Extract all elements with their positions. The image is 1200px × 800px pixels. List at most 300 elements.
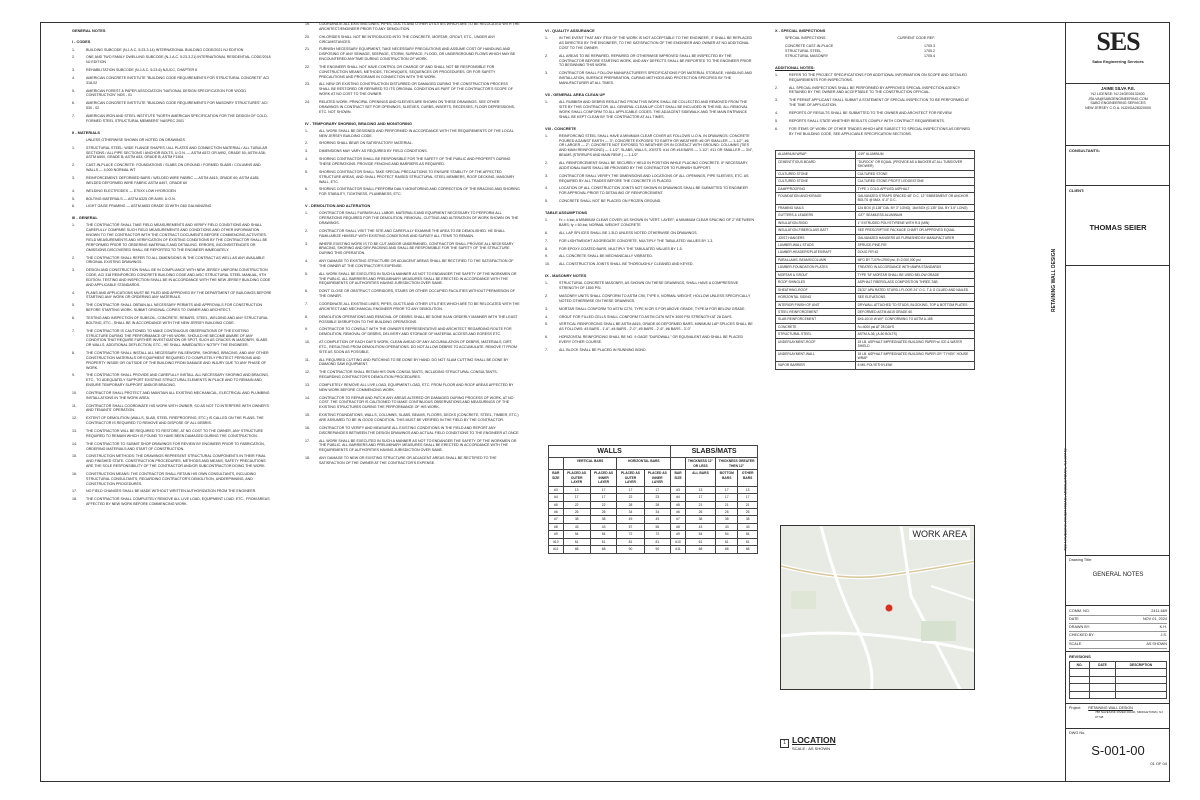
note-number: 13.	[72, 429, 77, 433]
note-item	[545, 161, 755, 171]
note-text: WHERE EXISTING WORK IS TO BE CUT AND/OR UNDERMINED, CONTRACTOR SHALL PROVIDE ALL NECESSARY BRACING, SHORING AND DRY-PACKING AND SHALL BE RESPONSIBLE FOR THE SAFETY OF THE STRUCTURE DURING THIS OPERATION.	[319, 241, 514, 256]
note-item	[775, 73, 975, 83]
note-number: 6.	[545, 230, 548, 235]
note-number: 5.	[775, 118, 778, 123]
revision-cell	[1090, 669, 1116, 676]
note-item	[72, 303, 272, 313]
note-item	[72, 114, 272, 124]
note-item	[72, 89, 272, 99]
table-cell: 21	[716, 501, 738, 508]
material-spec: 15 LB. ASPHALT IMPREGNATED BUILDING PAPER w/ ICE & WATER SHIELD	[855, 338, 974, 350]
note-number: 2.	[305, 228, 308, 233]
material-spec: CULTURED STONE PROFIT LEDGESTONE	[855, 178, 974, 185]
note-text: CONTRACTOR SHALL PROTECT AND MAINTAIN ALL EXISTING MECHANICAL, ELECTRICAL AND PLUMBING INSTALLATIONS IN THE WORK AREA.	[86, 390, 270, 400]
note-number: 13.	[305, 382, 310, 387]
material-name: PARALLAMS, BEAMS/COLUMN	[776, 256, 856, 263]
table-cell: 49	[617, 516, 644, 523]
material-name: JOIST HANGERS	[776, 234, 856, 241]
consultants-label: CONSULTANTS:	[1069, 148, 1100, 153]
table-subheader: BAR SIZE	[549, 470, 564, 486]
note-item	[305, 82, 520, 97]
note-text: PLANS AND APPLICATIONS MUST BE FILED AND APPROVED BY THE DEPARTMENT OF BUILDINGS BEFORE STARTING ANY WORK OR ORDERING ANY MATERIALS.	[86, 290, 272, 300]
table-row	[549, 523, 758, 530]
note-item	[72, 268, 272, 287]
note-number: 4.	[545, 186, 548, 191]
note-number: 9.	[72, 373, 75, 378]
note-text: REINFORCING STEEL SHALL HAVE A MINIMUM CLEAR COVER AS FOLLOWS U.O.N. IN DRAWINGS: CONCRETE POURED AGAINST EARTH — 3"; CONCRETE EXPOSED TO EARTH OR WEATHER: #6 OR SMALLER — 1-1/2", #6 OR LARGER — 2"; CONCRETE NOT EXPOSED TO WEATHER OR IN CONTACT WITH GROUND: COLUMNS (TIES AND MAIN REINFORCING) — 1-1/2", SLABS, WALLS, JOISTS: #14 OR #18 BARS — 1-1/2", #11 OR SMALLER — 3/4", BEAMS (STIRRUPS AND MAIN RENF.) — 1-1/2"	[559, 133, 754, 158]
material-name: LUMBER-WALL STUDS	[776, 242, 856, 249]
material-row	[776, 286, 975, 293]
note-item	[72, 442, 272, 452]
table-cell: 22	[617, 494, 644, 501]
note-item	[72, 101, 272, 111]
table-subheader: ALL BARS	[685, 470, 715, 486]
material-name: LUMBER-FOUNDATION PLATES	[776, 264, 856, 271]
note-text: REPORTS OF RESULTS SHALL BE SUBMITTED TO THE OWNER AND ARCHITECT FOR REVIEW.	[789, 110, 953, 115]
table-cell: 61	[563, 538, 590, 545]
note-item	[545, 239, 755, 244]
note-number: 3.	[545, 173, 548, 178]
table-cell: 54	[563, 531, 590, 538]
material-row	[776, 170, 975, 177]
location-scale: SCALE : AS SHOWN	[792, 746, 831, 752]
note-text: CHLORIDES SHALL NOT BE INTRODUCED INTO THE CONCRETE, MORTAR, GROUT, ETC., UNDER ANY CIRCUMSTANCES.	[319, 34, 496, 44]
section-heading: VIII - CONCRETE	[545, 125, 577, 131]
material-name: INSULATION-FIBERGLASS BATT	[776, 227, 856, 234]
table-subheader: PLACED AS INNER LAYER	[644, 470, 671, 486]
note-item	[72, 197, 272, 202]
table-cell: #4	[549, 494, 564, 501]
note-item	[775, 86, 975, 96]
revision-cell	[1090, 691, 1116, 698]
table-cell: 23	[644, 494, 671, 501]
table-cell: 81	[644, 538, 671, 545]
note-item	[775, 111, 975, 116]
note-text: DON'T CLOSE OR OBSTRUCT CORRIDORS, STAIRS OR OTHER OCCUPIED FACILITIES WITHOUT PERMISSION OF THE OWNER.	[319, 289, 515, 299]
material-name: FRAMING NAILS	[776, 204, 856, 211]
material-row	[776, 264, 975, 271]
material-spec: 1" EXTRUDED POLYSTYRENE WITH R-5 (MIN)	[855, 219, 974, 226]
note-item	[305, 315, 520, 325]
material-spec: TREATED IN ACCORDANCE WITH AWPA STANDARDS	[855, 264, 974, 271]
note-text: VERTICAL REINFORCING SHALL BE ASTM A615, GRADE 60 DEFORMED BARS. MINIMUM LAP SPLICES SHALL BE AS FOLLOWS: #3 BARS - 1'-6", #4 BARS - 2'-0", #5 BARS - 2'-6", #6 BARS - 3'-0"	[559, 322, 753, 332]
note-number: 18.	[305, 456, 310, 461]
note-text: FURNISH NECESSARY EQUIPMENT, TAKE NECESSARY PRECAUTIONS AND ASSUME COST OF HANDLING AND DISPOSING OF ANY SEWAGE, SEEPAGE, STORM, SURFACE, FLOOD, OR UNDERGROUND FLOWS WHICH MAY BE ENCOUNTERED ANYTIME DURING CONSTRUCTION OF WORK.	[319, 47, 516, 62]
material-name: STRUCTURAL STEEL	[776, 331, 856, 338]
note-text: CONSTRUCTION METHODS: THE DRAWINGS REPRESENT STRUCTURAL COMPONENTS IN THEIR FINAL AND FINISHED STATE. CONSTRUCTION PROCEDURES, METHODS AND MEANS, SAFETY PRECAUTIONS ARE THE SOLE RESPONSIBILITY OF THE CONTRACTOR AND/OR SUBCONTRACTOR DOING THE WORK.	[86, 454, 266, 469]
note-number: 1.	[72, 47, 75, 52]
table-cell: #5	[671, 501, 686, 508]
table-cell: 38	[590, 516, 617, 523]
table-cell: 26	[716, 508, 738, 515]
material-spec: 6 MIL POLYETHYLENE	[855, 362, 974, 369]
company-logo: SES	[1096, 27, 1140, 56]
material-row	[776, 204, 975, 211]
note-number: 4.	[775, 110, 778, 115]
note-number: 7.	[72, 328, 75, 333]
material-row	[776, 362, 975, 369]
note-number: 2.	[775, 85, 778, 90]
note-number: 19.	[305, 22, 310, 26]
note-number: 6.	[545, 335, 548, 340]
table-row	[549, 486, 758, 493]
note-text: FOR LIGHTWEIGHT AGGREGATE CONCRETE, MULTIPLY THE TABULATED VALUES BY 1.3.	[559, 238, 714, 243]
material-name: UNDERLAYMENT-ROOF	[776, 338, 856, 350]
blank-block	[1066, 266, 1170, 556]
note-number: 6.	[72, 315, 75, 320]
table-cell: #9	[549, 531, 564, 538]
revision-row	[1070, 684, 1167, 691]
revision-cell	[1070, 691, 1090, 698]
note-number: 6.	[305, 289, 308, 294]
horizontal-bars-head: HORIZONTAL BARS	[617, 458, 671, 470]
dwg-number: S-001-00	[1091, 742, 1145, 758]
note-number: 3.	[72, 68, 75, 73]
material-row	[776, 338, 975, 350]
note-item	[72, 204, 272, 209]
note-item	[305, 358, 520, 368]
note-number: 3.	[545, 306, 548, 311]
material-spec: "DUROCK" OR EQUAL (PROVIDE AS A BACKER AT ALL TUBS/OVER SHOWER)	[855, 158, 974, 170]
note-number: 23.	[305, 82, 310, 87]
note-number: 1.	[545, 36, 548, 41]
table-cell: 38	[738, 516, 758, 523]
note-number: 10.	[72, 390, 77, 395]
note-item	[305, 129, 520, 139]
note-item	[545, 335, 755, 345]
note-text: ALL BLOCK SHALL BE PLACED IN RUNNING BOND.	[559, 347, 647, 352]
note-text: EXTENT OF DEMOLITION (WALLS, SLAB, STEEL FIREPROOFING, ETC.) IS CALLED ON THE PLANS. THE CONTRACTOR IS REQUIRED TO REMOVE AND DISPOSE OF ALL DEBRIS.	[86, 416, 264, 426]
table-cell: #7	[671, 516, 686, 523]
material-row	[776, 279, 975, 286]
note-item	[72, 404, 272, 414]
company-name: Sabo Engineering Services	[1092, 59, 1144, 65]
table-subheader: BOTTOM BARS	[716, 470, 738, 486]
note-item	[305, 35, 520, 45]
note-item	[545, 254, 755, 259]
table-cell: 72	[644, 531, 671, 538]
note-item	[305, 370, 520, 380]
note-number: 2.	[545, 53, 548, 58]
note-item	[305, 272, 520, 287]
table-cell: 43	[563, 523, 590, 530]
note-text: ALL RUBBISH AND DEBRIS RESULTING FROM THIS WORK SHALL BE COLLECTED AND REMOVED FROM THE SITE BY THIS CONTRACTOR. ALL GENERAL CLEAN-UP COST SHALL BE INCLUDED IN THE BID. ALL REMOVAL WORK SHALL CONFORM TO ALL APPLICABLE CODES. THE ADJACENT SIDEWALK AND THE MAIN ENTRANCE SHALL BE KEPT CLEAN BY THE CONTRACTOR AT ALL TIMES.	[559, 100, 748, 119]
note-item	[305, 211, 520, 226]
note-text: BUILDING SUBCODE (N.J.A.C. 5:23-3.14) INTERNATIONAL BUILDING CODE/2021 NJ EDITION	[86, 47, 244, 52]
revision-cell	[1070, 684, 1090, 691]
material-row	[776, 151, 975, 158]
material-spec: CULTURED STONE	[855, 170, 974, 177]
table-cell: 54	[716, 531, 738, 538]
section-heading: VII - GENERAL AREA CLEAN UP	[545, 91, 605, 97]
note-item	[545, 36, 755, 51]
table-cell: 17	[716, 486, 738, 493]
note-number: 3.	[72, 268, 75, 273]
note-number: 15.	[305, 413, 310, 418]
material-spec: 23/32" APA RATED STURD-I-FLOOR 24" O.C. T & G GLUED AND NAILED	[855, 286, 974, 293]
material-spec: .027" SEAMLESS ALUMINUM	[855, 212, 974, 219]
note-number: 18.	[72, 497, 77, 502]
table-cell: 81	[617, 538, 644, 545]
work-area-marker	[886, 605, 893, 612]
note-text: DESIGN AND CONSTRUCTION SHALL BE IN COMPLIANCE WITH NEW JERSEY UNIFORM CONSTRUCTION CODE, ACI 318 REINFORCED CONCRETE BUILDING CODE AND AISC STRUCTURAL STEEL MANUAL, 9TH EDITION. TESTING AND INSPECTION SHALL BE IN ACCORDANCE WITH THE NEW JERSEY BUILDING CODE AND APPLICABLE STANDARDS.	[86, 268, 271, 287]
note-item	[305, 340, 520, 355]
materials-table	[775, 150, 975, 370]
table-row	[549, 546, 758, 553]
material-spec: SPRUCE-PINE-FIR	[855, 242, 974, 249]
material-spec: 12d BOX (0.128" DIA. BY 3" LONG), 16d BOX (0.135" DIA. BY 3.5" LONG)	[855, 204, 974, 211]
lap-splice-tables	[548, 445, 758, 554]
note-number: 3.	[305, 241, 308, 246]
revision-cell	[1070, 676, 1090, 683]
note-text: ALL WORK SHALL BE EXECUTED IN SUCH A MANNER AS NOT TO ENDANGER THE SAFETY OF THE WORKMEN OR THE PUBLIC. ALL BARRIERS AND PRELIMINARY MEASURES SHALL BE ERECTED IN ACCORDANCE WITH THE REQUIREMENTS OF AUTHORITIES HAVING JURISDICTION OVER SAME.	[319, 438, 517, 453]
material-spec: ASTM A-36, (A-50 BOLTS)	[855, 331, 974, 338]
table-cell: #8	[671, 523, 686, 530]
table-cell: 13	[738, 486, 758, 493]
material-row	[776, 331, 975, 338]
note-number: 5.	[545, 199, 548, 204]
note-number: 4.	[545, 314, 548, 319]
work-area-map	[780, 525, 975, 690]
note-item	[545, 322, 755, 332]
note-number: 6.	[72, 204, 75, 209]
note-item	[72, 163, 272, 173]
note-number: 1.	[545, 133, 548, 138]
note-number: 2.	[545, 294, 548, 299]
additional-notes	[775, 73, 975, 136]
note-text: ALL REINFORCEMENT SHALL BE SECURELY HELD IN POSITION WHILE PLACING CONCRETE. IF NECESSARY, ADDITIONAL BARS SHALL BE PROVIDED BY THE CONTRACTOR TO FURNISH SUPPORT.	[559, 160, 749, 170]
material-row	[776, 249, 975, 256]
revision-col: NO.	[1070, 662, 1090, 669]
note-number: 5.	[545, 322, 548, 327]
note-item	[775, 127, 975, 137]
note-item	[305, 259, 520, 269]
note-text: ALL WORK SHALL BE DESIGNED AND PERFORMED IN ACCORDANCE WITH THE REQUIREMENTS OF THE LOCAL NEW JERSEY BUILDING CODE.	[319, 128, 514, 138]
table-cell: 13	[685, 486, 715, 493]
note-item	[545, 294, 755, 304]
revision-cell	[1115, 676, 1166, 683]
note-text: f'c = 4 ksi; A MINIMUM CLEAR COVER; AS SHOWN IN "VERT. LAYER"; A MINIMUM CLEAR SPACING OF 2" BETWEEN BARS; fy = 60 ksi; NORMAL WEIGHT CONCRETE	[559, 218, 755, 227]
note-text: AMERICAN CONCRETE INSTITUTE "BUILDING CODE REQUIREMENTS FOR MASONRY STRUCTURES" ACI 530 - 02	[86, 101, 268, 111]
special-inspection-row	[785, 54, 935, 59]
vertical-bars-head: VERTICAL BARS	[563, 458, 617, 470]
material-row	[776, 256, 975, 263]
section-heading: IX - MASONRY NOTES	[545, 273, 587, 279]
note-text: AMERICAN IRON AND STEEL INSTITUTE "NORTH AMERICAN SPECIFICATION FOR THE DESIGN OF COLD-FORMED STEEL STRUCTURAL MEMBERS" NASPEC 2001	[86, 113, 268, 123]
table-cell: 34	[644, 508, 671, 515]
note-number: 11.	[72, 403, 77, 408]
revision-cell	[1090, 684, 1116, 691]
material-row	[776, 158, 975, 170]
table-cell: 28	[644, 501, 671, 508]
table-cell: 38	[716, 516, 738, 523]
material-spec: f'c=4000 psi AT 28 DAYS	[855, 323, 974, 330]
note-number: 17.	[72, 489, 77, 494]
table-cell: 17	[738, 494, 758, 501]
note-item	[305, 327, 520, 337]
note-text: CONTRACTOR SHALL VISIT THE SITE AND CAREFULLY EXAMINE THE AREA TO BE DEMOLISHED. HE SHALL FAMILIARIZE HIMSELF WITH EXISTING CONDITIONS AND SURVEY ALL ITEMS TO REMAIN.	[319, 228, 506, 238]
material-row	[776, 316, 975, 323]
special-col-b: CURRENT CODE REF.	[897, 36, 935, 41]
note-text: WELDING ELECTRODES — E70XX LOW HYDROGEN	[86, 188, 176, 193]
note-text: ALL CONSTRUCTION JOINTS SHALL BE THOROUGHLY CLEANED AND KEYED.	[559, 262, 694, 267]
note-text: DEMOLITION OPERATIONS AND REMOVAL OF DEBRIS SHALL BE DONE IN AN ORDERLY MANNER WITH THE LEAST POSSIBLE DISRUPTION TO THE BUILDING OPERATIONS.	[319, 314, 518, 324]
table-cell: 21	[738, 501, 758, 508]
section-heading: VI - QUALITY ASSURANCE	[545, 28, 595, 33]
note-text: COMPLETELY REMOVE ALL LIVE LOAD, EQUIPMENT LOAD, ETC. FROM FLOOR AND ROOF AREAS AFFECTED BY NEW WORK BEFORE COMMENCING WORK.	[319, 382, 514, 392]
table-cell: 17	[590, 486, 617, 493]
note-text: MASONRY UNITS SHALL CONFORM TO ASTM C90, TYPE II, NORMAL WEIGHT, HOLLOW UNLESS SPECIFICALLY NOTED OTHERWISE ON THESE DRAWINGS.	[559, 294, 751, 303]
table-cell: 21	[685, 501, 715, 508]
material-spec: GALVANIZED STRAPS SPACED 48" O.C. 12" EMBEDMENT OR ANCHOR BOLTS @ MAX. 6'-0" O.C.	[855, 192, 974, 204]
note-item	[72, 48, 272, 53]
project-name: RETAINING WALL DESIGN	[1088, 705, 1133, 710]
note-item	[72, 55, 272, 65]
note-text: STRUCTURAL STEEL: WIDE FLANGE SHAPES / ALL PLATES AND CONNECTION MATERIAL / ALL TUBULAR SECTIONS / ALL PIPE SECTIONS / ANCHOR BOLTS, U.O.N. — ASTM A572 OR A992, GRADE 50; ASTM A36; ASTM A500, GRADE B; ASTM A53, GRADE B; ASTM F1554	[86, 145, 268, 160]
note-number: 20.	[305, 34, 310, 39]
note-item	[72, 472, 272, 487]
table-row	[549, 516, 758, 523]
special-inspections-list	[785, 44, 935, 59]
note-item	[305, 439, 520, 454]
material-row	[776, 227, 975, 234]
note-number: 2.	[305, 141, 308, 146]
table-cell: 68	[563, 546, 590, 553]
note-number: 5.	[72, 196, 75, 201]
section-heading: I - CODES	[72, 39, 91, 45]
walls-slabs-table	[548, 445, 758, 554]
material-row	[776, 234, 975, 241]
revisions-table	[1069, 661, 1167, 699]
dwg-block	[1066, 729, 1170, 789]
note-text: THE CONTRACTOR SHALL INSTALL ALL NECESSARY FALSEWORK, SHORING, BRACING, AND ANY OTHER CONSTRUCTION MATERIALS OR EQUIPMENT REQUIRED TO COMPLETELY PROTECT PERSONS AND PROPERTY INSIDE OR OUTSIDE OF THE BUILDING FROM DAMAGE AND INJURY DUE TO ANY PHASE OF WORK.	[86, 351, 269, 370]
note-text: SHORING CONTRACTOR SHALL TAKE SPECIAL PRECAUTIONS TO ENSURE STABILITY OF THE AFFECTED STRUCTURE AREAS, AND SHALL PROTECT RAISED STRUCTURAL STEEL MEMBERS, ROOF DECKING, MASONRY WALL, ETC.	[319, 169, 515, 184]
material-name: ALUMINUM WRAP	[776, 151, 856, 158]
material-row	[776, 301, 975, 308]
note-text: ANY DAMAGE TO EXISTING STRUCTURE OR ADJACENT AREAS SHALL BE RECTIFIED TO THE SATISFACTION OF THE OWNER AT THE CONTRACTOR'S EXPENSE.	[319, 259, 514, 268]
note-number: 16.	[305, 425, 310, 430]
note-text: BOLTING MATERIALS — ASTM A325 OR A490, U.O.N.	[86, 196, 176, 201]
material-spec: SEE ELEVATIONS	[855, 294, 974, 301]
note-number: 22.	[305, 64, 310, 69]
note-item	[545, 71, 755, 86]
table-cell: 43	[685, 523, 715, 530]
material-name: INSULATION-RIGID	[776, 219, 856, 226]
table-cell: 54	[685, 531, 715, 538]
logo-block	[1066, 22, 1170, 84]
table-cell: 61	[590, 538, 617, 545]
note-item	[72, 351, 272, 370]
note-number: 5.	[305, 169, 308, 174]
note-item	[305, 383, 520, 393]
note-text: ALL REQUIRED CUTTING AND PATCHING TO BE DONE BY HAND. DO NOT SLAM CUTTING SHALL BE DONE BY DIAMOND SAW EQUIPMENT.	[319, 357, 509, 367]
table-cell: #8	[549, 523, 564, 530]
note-text: TESTING AND INSPECTION OF SUBSOIL, CONCRETE, REBARS, STEEL, WELDING AND ANY STRUCTURAL BOLTING, ETC., SHALL BE IN ACCORDANCE WITH THE NEW JERSEY BUILDING CODE.	[86, 315, 269, 325]
checked-by: J.S.	[1160, 633, 1167, 638]
note-number: 10.	[545, 262, 550, 267]
note-item	[72, 416, 272, 426]
note-number: 2.	[72, 255, 75, 260]
note-number: 3.	[545, 71, 548, 76]
table-row	[549, 538, 758, 545]
special-ref: 1705.3	[924, 44, 935, 49]
note-text: ALL AREAS TO BE REPAIRED, REPAIRED OR OTHERWISE IMPROVED SHALL BE INSPECTED BY THE CONTRACTOR BEFORE STARTING WORK, AND ANY DEFECTS SHALL BE REPORTED TO THE ENGINEER PRIOR TO BEGINNING THIS WORK.	[559, 53, 752, 68]
note-number: 1.	[305, 211, 308, 216]
note-item	[72, 316, 272, 326]
drawing-scale: AS SHOWN	[1146, 641, 1167, 646]
note-number: 12.	[72, 416, 77, 421]
note-item	[305, 65, 520, 80]
material-name: CEMENTITIOUS BOARD	[776, 158, 856, 170]
material-name: HORIZONTAL SIDING	[776, 294, 856, 301]
note-item	[72, 489, 272, 494]
note-text: CAST-IN-PLACE CONCRETE: FOUNDATIONS / SLABS ON GROUND / FORMED SLABS / COLUMNS AND WALLS — 4,000 NORMAL WT	[86, 163, 261, 173]
table-cell: 17	[716, 494, 738, 501]
section-heading: III - GENERAL	[72, 215, 98, 221]
note-item	[305, 426, 520, 436]
material-name: SHEATHING-ROOF	[776, 286, 856, 293]
note-number: 9.	[545, 254, 548, 259]
note-number: 2.	[72, 163, 75, 168]
note-text: ONE AND TWO FAMILY DWELLING SUBCODE (N.J.A.C. 5:23-3.21) INTERNATIONAL RESIDENTIAL CODE/2018 NJ EDITION	[86, 55, 271, 65]
material-spec: TYPE "M" MORTAR SHALL BE USED BELOW GRADE	[855, 271, 974, 278]
material-row	[776, 323, 975, 330]
note-item	[305, 170, 520, 185]
comm-number: 2411-669	[1151, 609, 1167, 613]
table-cell: #11	[549, 546, 564, 553]
special-ref: 1705.4	[924, 53, 935, 58]
note-text: COORDINATE ALL EXISTING LINES, PIPES, DUCTS AND OTHER UTILITIES WHICH ARE TO BE RELOCATED WITH THE ARCHITECT AND MECHANICAL ENGINEER PRIOR TO ANY DEMOLITION.	[319, 301, 520, 311]
material-name: VAPOR BARRIER	[776, 362, 856, 369]
engineer-firm: SABO ENGINEERING SERVICES	[1090, 101, 1146, 106]
note-number	[72, 138, 86, 143]
note-number: 14.	[72, 441, 77, 446]
table-cell: 22	[590, 501, 617, 508]
note-number: 14.	[305, 395, 310, 400]
note-item	[72, 329, 272, 348]
material-spec: DRYWALL ATTACHED TO STUDS, BLOCKING, TOP & BOTTOM PLATES	[855, 301, 974, 308]
note-number: 1.	[72, 145, 75, 150]
note-item	[72, 68, 272, 73]
note-item	[305, 157, 520, 167]
table-cell: #10	[549, 538, 564, 545]
note-item	[72, 256, 272, 266]
note-number: 2.	[72, 55, 75, 60]
table-cell: #7	[549, 516, 564, 523]
note-number: 10.	[305, 340, 310, 345]
table-cell: #10	[671, 538, 686, 545]
note-text: AMERICAN FOREST & PAPER ASSOCIATION "NATIONAL DESIGN SPECIFICATION FOR WOOD CONSTRUCTION" NDS - 01	[86, 88, 246, 98]
notes-column-4	[775, 22, 975, 370]
table-cell: 17	[563, 494, 590, 501]
note-item	[775, 98, 975, 108]
note-item	[545, 231, 755, 236]
table-cell: #6	[549, 508, 564, 515]
note-number: 9.	[305, 327, 308, 332]
note-text: IN THE EVENT THAT ANY ITEM OF THE WORK IS NOT ACCEPTABLE TO THE ENGINEER, IT SHALL BE REPLACED AS DIRECTED BY THE ENGINEER, TO THE SATISFACTION OF THE ENGINEER AND OWNER AT NO ADDITIONAL COST TO THE OWNER.	[559, 36, 753, 50]
note-item	[305, 100, 520, 115]
note-number: 21.	[305, 47, 310, 52]
notes-sections	[305, 22, 520, 466]
material-row	[776, 178, 975, 185]
note-number: 2.	[545, 160, 548, 165]
notes-column-3	[545, 22, 755, 762]
table-row	[549, 508, 758, 515]
slab-thin-head: THICKNESS 12" OR LESS	[685, 458, 715, 470]
address-vertical-label: 788 NAVESINK RIVER ROAD, MIDDLETOWN, NJ 07748	[1062, 448, 1068, 552]
dwg-label: DWG No.	[1069, 730, 1086, 735]
special-item: STRUCTURAL STEEL	[785, 48, 822, 53]
